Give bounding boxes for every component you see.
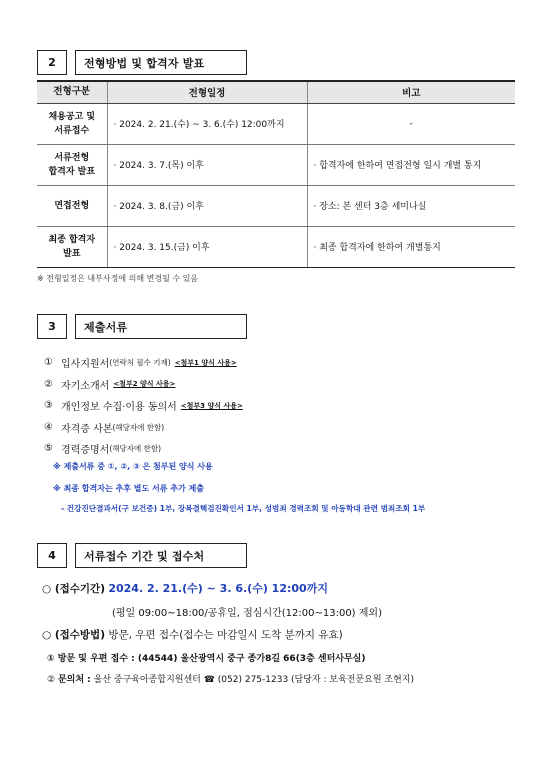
document-note-2: ※ 최종 합격자는 추후 별도 서류 추가 제출	[53, 484, 204, 493]
section-4-header	[37, 543, 247, 568]
schedule-cell: · 2024. 3. 8.(금) 이후	[107, 185, 307, 226]
section-number: 3	[37, 314, 67, 339]
table-row	[37, 144, 515, 185]
table-header-row	[37, 81, 515, 103]
schedule-cell: · 2024. 3. 7.(목) 이후	[107, 144, 307, 185]
column-header: 전형일정	[107, 81, 307, 103]
note-cell: · 최종 합격자에 한하여 개별통지	[307, 226, 515, 267]
list-item: ② 자기소개서 <첨부2 양식 사용>	[44, 378, 176, 392]
stage-cell: 최종 합격자 발표	[37, 226, 107, 267]
reception-hours: (평일 09:00~18:00/공휴일, 점심시간(12:00~13:00) 제외)	[112, 608, 382, 619]
column-header: 전형구분	[37, 81, 107, 103]
list-item: ① 입사지원서 (연락처 필수 기재) <첨부1 양식 사용>	[44, 357, 237, 371]
column-header: 비고	[307, 81, 515, 103]
list-item: ⑤ 경력증명서 (해당자에 한함)	[44, 443, 162, 457]
section-number: 2	[37, 50, 67, 75]
section-title: 서류접수 기간 및 접수처	[75, 543, 247, 568]
stage-cell: 서류전형 합격자 발표	[37, 144, 107, 185]
section-title: 제출서류	[75, 314, 247, 339]
document-note-1: ※ 제출서류 중 ①, ②, ③ 은 첨부된 양식 사용	[53, 462, 213, 471]
reception-contact: ② 문의처 : 울산 중구육아종합지원센터 ☎ (052) 275-1233 (담당자 : 보육전문요원 조현지)	[47, 675, 414, 685]
table-row	[37, 226, 515, 267]
list-item: ④ 자격증 사본 (해당자에 한함)	[44, 421, 165, 435]
schedule-table	[37, 80, 515, 268]
schedule-cell: · 2024. 2. 21.(수) ~ 3. 6.(수) 12:00까지	[107, 103, 307, 144]
note-cell: · 합격자에 한하여 면접전형 일시 개별 통지	[307, 144, 515, 185]
schedule-footnote: ※ 전형일정은 내부사정에 의해 변경될 수 있음	[37, 274, 199, 283]
reception-method: ○ (접수방법) 방문, 우편 접수(접수는 마감일시 도착 분까지 유효)	[42, 629, 343, 641]
section-2-header	[37, 50, 247, 75]
schedule-cell: · 2024. 3. 15.(금) 이후	[107, 226, 307, 267]
reception-address: ① 방문 및 우편 접수 : (44544) 울산광역시 중구 종가8길 66(3층 센터사무실)	[47, 654, 366, 664]
list-item: ③ 개인정보 수집·이용 동의서 <첨부3 양식 사용>	[44, 400, 243, 414]
section-title: 전형방법 및 합격자 발표	[75, 50, 247, 75]
section-3-header	[37, 314, 247, 339]
note-cell: · 장소: 본 센터 3층 세미나실	[307, 185, 515, 226]
note-cell: -	[307, 103, 515, 144]
document-list	[44, 352, 243, 460]
table-row	[37, 103, 515, 144]
stage-cell: 채용공고 및 서류접수	[37, 103, 107, 144]
section-number: 4	[37, 543, 67, 568]
document-note-3: - 건강진단결과서(구 보건증) 1부, 장복결핵검진확인서 1부, 성범죄 경력조회 및 아동학대 관련 범죄조회 1부	[61, 504, 426, 513]
stage-cell: 면접전형	[37, 185, 107, 226]
table-row	[37, 185, 515, 226]
reception-period: ○ (접수기간) 2024. 2. 21.(수) ~ 3. 6.(수) 12:00까지	[42, 582, 328, 595]
